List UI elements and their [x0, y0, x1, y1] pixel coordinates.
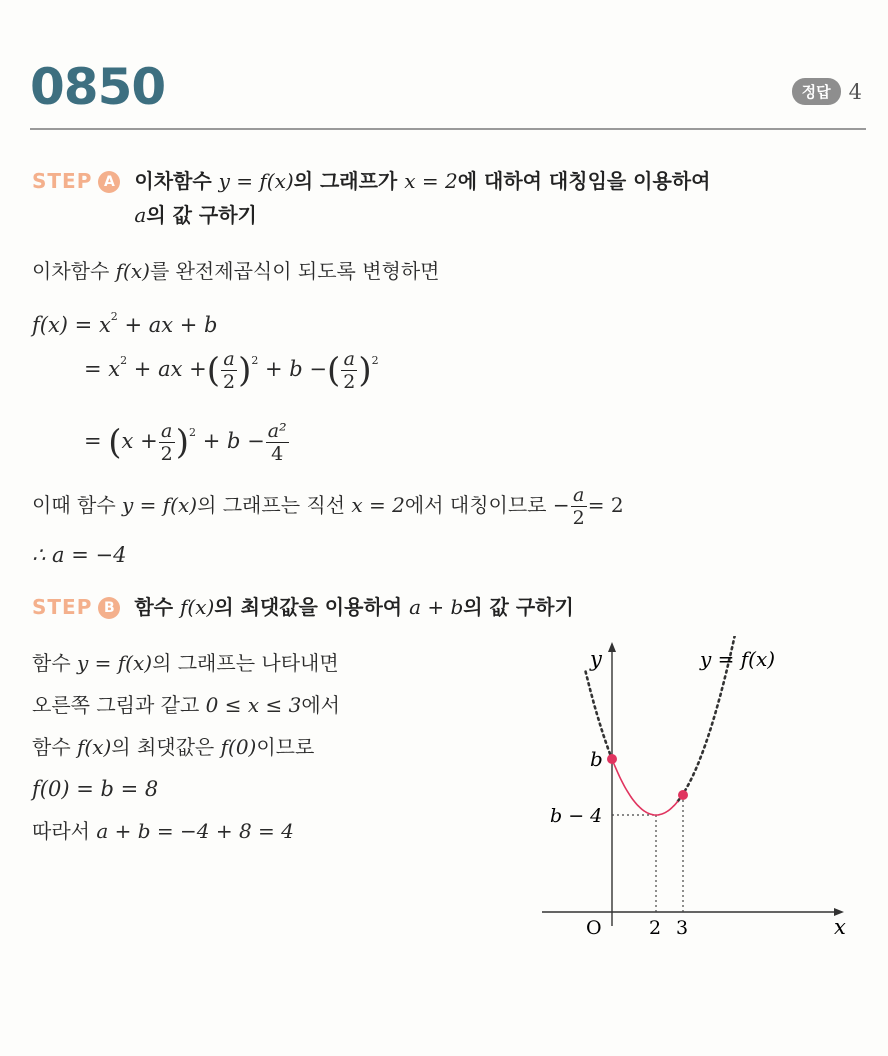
math: x + [121, 429, 158, 453]
answer-value: 4 [848, 79, 862, 104]
step-a-heading-text: 의 그래프가 [293, 169, 398, 193]
fraction [266, 420, 289, 465]
num: a [221, 348, 237, 371]
den: 2 [343, 371, 356, 393]
fraction [571, 484, 587, 529]
step-a-heading [32, 164, 710, 232]
step-b-line-5 [32, 816, 294, 846]
text: 이차함수 [32, 259, 110, 283]
text: 의 그래프는 직선 [197, 493, 346, 517]
y-axis-arrow-icon [608, 642, 616, 652]
text: 의 최댓값은 [111, 735, 215, 759]
fraction [341, 348, 357, 393]
curve-label: y = f(x) [700, 647, 776, 671]
den: 2 [222, 371, 236, 393]
max-point [607, 754, 617, 764]
num: a [341, 348, 357, 371]
math: y = f(x) [77, 651, 153, 675]
num: a² [267, 420, 287, 442]
paren: ) [175, 422, 190, 463]
den: 4 [271, 443, 284, 465]
step-b-line-3 [32, 732, 314, 762]
paren: ) [238, 350, 252, 391]
exponent: 2 [371, 354, 379, 367]
exponent: 2 [120, 354, 128, 367]
math: a + b [409, 595, 464, 619]
step-a-heading-math: y = f(x) [218, 169, 294, 193]
fraction [159, 420, 175, 465]
endpoint-3 [678, 790, 688, 800]
text: 함수 [32, 735, 71, 759]
x-tick-3: 3 [676, 917, 689, 939]
text: 이때 함수 [32, 493, 116, 517]
math: y = f(x) [122, 493, 198, 517]
header-divider [30, 128, 866, 130]
den: 2 [160, 443, 173, 465]
step-a-heading-math: x = 2 [404, 169, 458, 193]
paren: ( [327, 350, 341, 391]
text: 오른쪽 그림과 같고 [32, 693, 200, 717]
step-a-heading-math: a [134, 203, 147, 227]
paren: ( [108, 422, 122, 463]
exponent: 2 [110, 310, 118, 323]
equation-3 [84, 418, 290, 465]
symmetry-line [32, 484, 624, 529]
step-b-line-4 [32, 774, 158, 804]
x-tick-2: 2 [649, 917, 662, 939]
fraction [221, 348, 237, 393]
math: f(x) [115, 259, 150, 283]
step-a-label: STEP [32, 169, 93, 193]
math: + ax + [127, 357, 207, 381]
y-tick-b: b [590, 747, 603, 771]
step-a-heading-text: 에 대하여 대칭임을 이용하여 [457, 169, 711, 193]
step-b-badge: B [98, 597, 120, 619]
step-b-line-2 [32, 690, 340, 720]
math: f(0) = b = 8 [32, 777, 159, 801]
text: 에서 [301, 693, 340, 717]
text: 의 그래프는 나타내면 [152, 651, 339, 675]
parabola-graph [528, 636, 858, 946]
text: 따라서 [32, 819, 90, 843]
curve-highlight [612, 759, 678, 815]
math: + b − [258, 357, 328, 381]
math: = 2 [587, 493, 624, 517]
text: 함수 [134, 595, 174, 619]
num: a [159, 420, 175, 443]
text: 이므로 [256, 735, 315, 759]
math: − [552, 493, 570, 517]
num: a [571, 484, 587, 507]
math: = x [84, 357, 121, 381]
paren: ) [358, 350, 372, 391]
math: ∴ a = −4 [32, 543, 127, 567]
y-tick-b4: b − 4 [550, 805, 603, 827]
problem-number: 0850 [30, 58, 166, 116]
math: + ax + b [117, 313, 218, 337]
step-a-heading-text: 의 값 구하기 [146, 203, 257, 227]
den: 2 [572, 507, 585, 529]
math: x = 2 [351, 493, 405, 517]
answer-badge: 정답 [792, 78, 841, 105]
therefore-line [32, 540, 126, 570]
text: 의 최댓값을 이용하여 [214, 595, 403, 619]
equation-1 [32, 302, 218, 340]
step-a-heading-text: 이차함수 [134, 169, 212, 193]
text: 를 완전제곱식이 되도록 변형하면 [149, 259, 440, 283]
math: f(0) [220, 735, 257, 759]
text: 함수 [32, 651, 71, 675]
math: f(x) [179, 595, 215, 619]
step-b-heading [32, 590, 574, 624]
origin-label: O [586, 917, 602, 939]
y-axis-label: y [590, 647, 602, 671]
exponent: 2 [251, 354, 259, 367]
step-a-line-1 [32, 256, 440, 286]
math: f(x) [77, 735, 112, 759]
equation-2 [84, 346, 379, 393]
math: + b − [196, 429, 265, 453]
math: f(x) = x [32, 313, 111, 337]
paren: ( [206, 350, 220, 391]
text: 에서 대칭이므로 [404, 493, 547, 517]
answer-box [792, 78, 862, 105]
step-b-label: STEP [32, 595, 93, 619]
math: = [84, 429, 109, 453]
step-a-badge: A [98, 171, 120, 193]
text: 의 값 구하기 [463, 595, 574, 619]
x-axis-label: x [834, 915, 846, 939]
math: a + b = −4 + 8 = 4 [96, 819, 294, 843]
math: 0 ≤ x ≤ 3 [205, 693, 302, 717]
exponent: 2 [189, 426, 197, 439]
step-b-line-1 [32, 648, 339, 678]
curve-dotted-left [586, 672, 612, 759]
